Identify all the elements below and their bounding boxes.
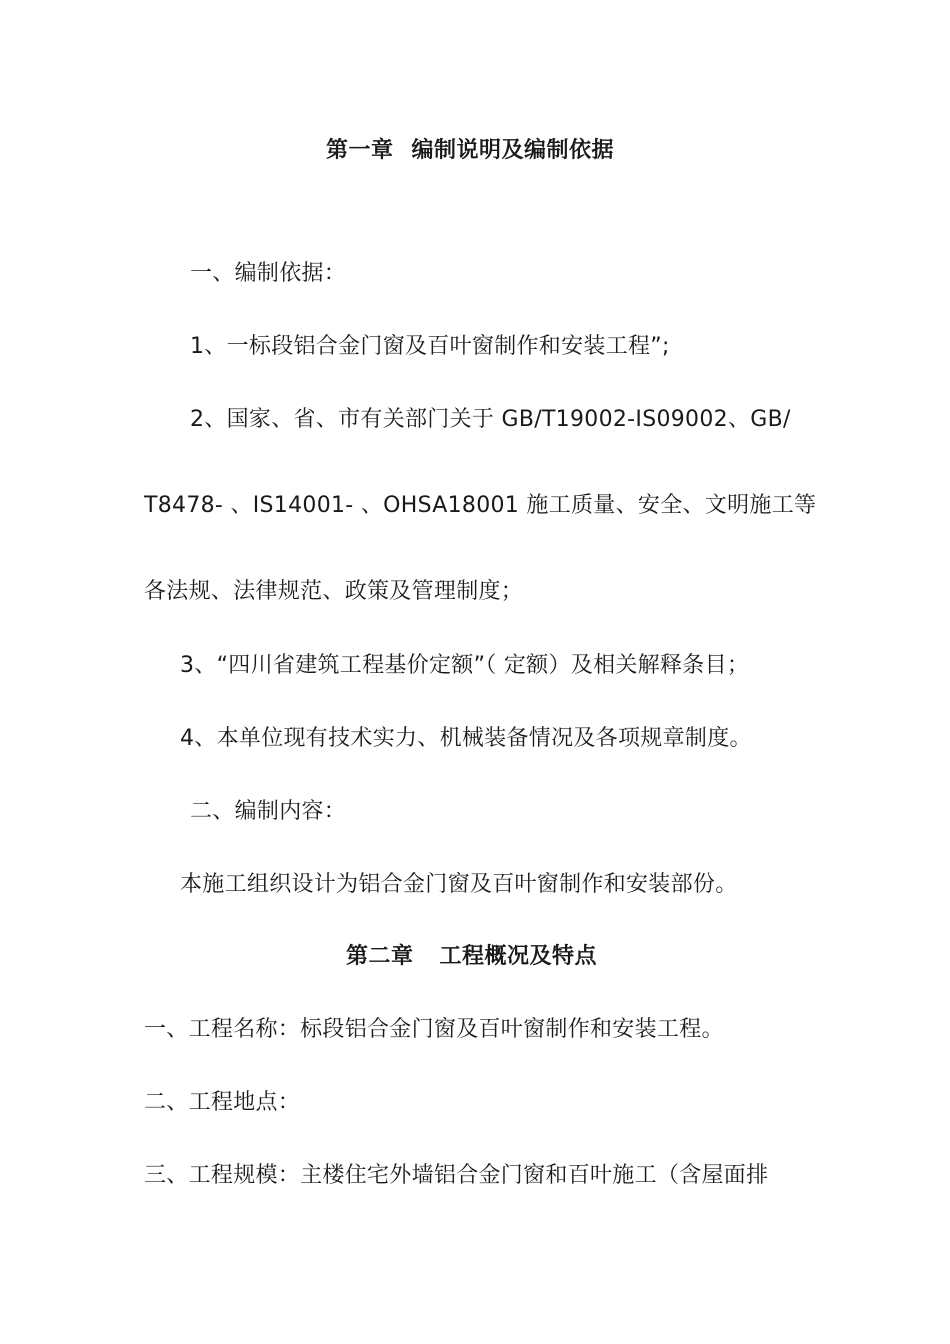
section-2-content: 本施工组织设计为铝合金门窗及百叶窗制作和安装部份。: [180, 872, 738, 897]
basis-item-3: 3、“四川省建筑工程基价定额”（ 定额）及相关解释条目；: [180, 653, 750, 678]
chapter-2-title: 工程概况及特点: [439, 944, 598, 969]
project-name: 一、工程名称：标段铝合金门窗及百叶窗制作和安装工程。: [144, 1017, 724, 1042]
basis-item-2-line-1: 2、国家、省、市有关部门关于 GB/T19002-IS09002、GB/: [190, 407, 791, 432]
chapter-1-title: 编制说明及编制依据: [411, 138, 615, 163]
chapter-1-heading: [326, 136, 614, 166]
chapter-2-heading: [346, 942, 597, 972]
basis-item-4: 4、本单位现有技术实力、机械装备情况及各项规章制度。: [180, 726, 752, 751]
chapter-2-number: 第二章: [346, 944, 414, 969]
project-location: 二、工程地点：: [144, 1090, 301, 1115]
section-1-heading: 一、编制依据：: [190, 261, 347, 286]
basis-item-1: 1、一标段铝合金门窗及百叶窗制作和安装工程”;: [190, 334, 670, 359]
basis-item-2-line-3: 各法规、法律规范、政策及管理制度；: [144, 579, 524, 604]
section-2-heading: 二、编制内容：: [190, 799, 347, 824]
basis-item-2-line-2: T8478- 、IS14001- 、OHSA18001 施工质量、安全、文明施工等: [144, 493, 817, 518]
chapter-1-number: 第一章: [326, 138, 394, 163]
project-scale: 三、工程规模：主楼住宅外墙铝合金门窗和百叶施工（含屋面排: [144, 1163, 769, 1188]
